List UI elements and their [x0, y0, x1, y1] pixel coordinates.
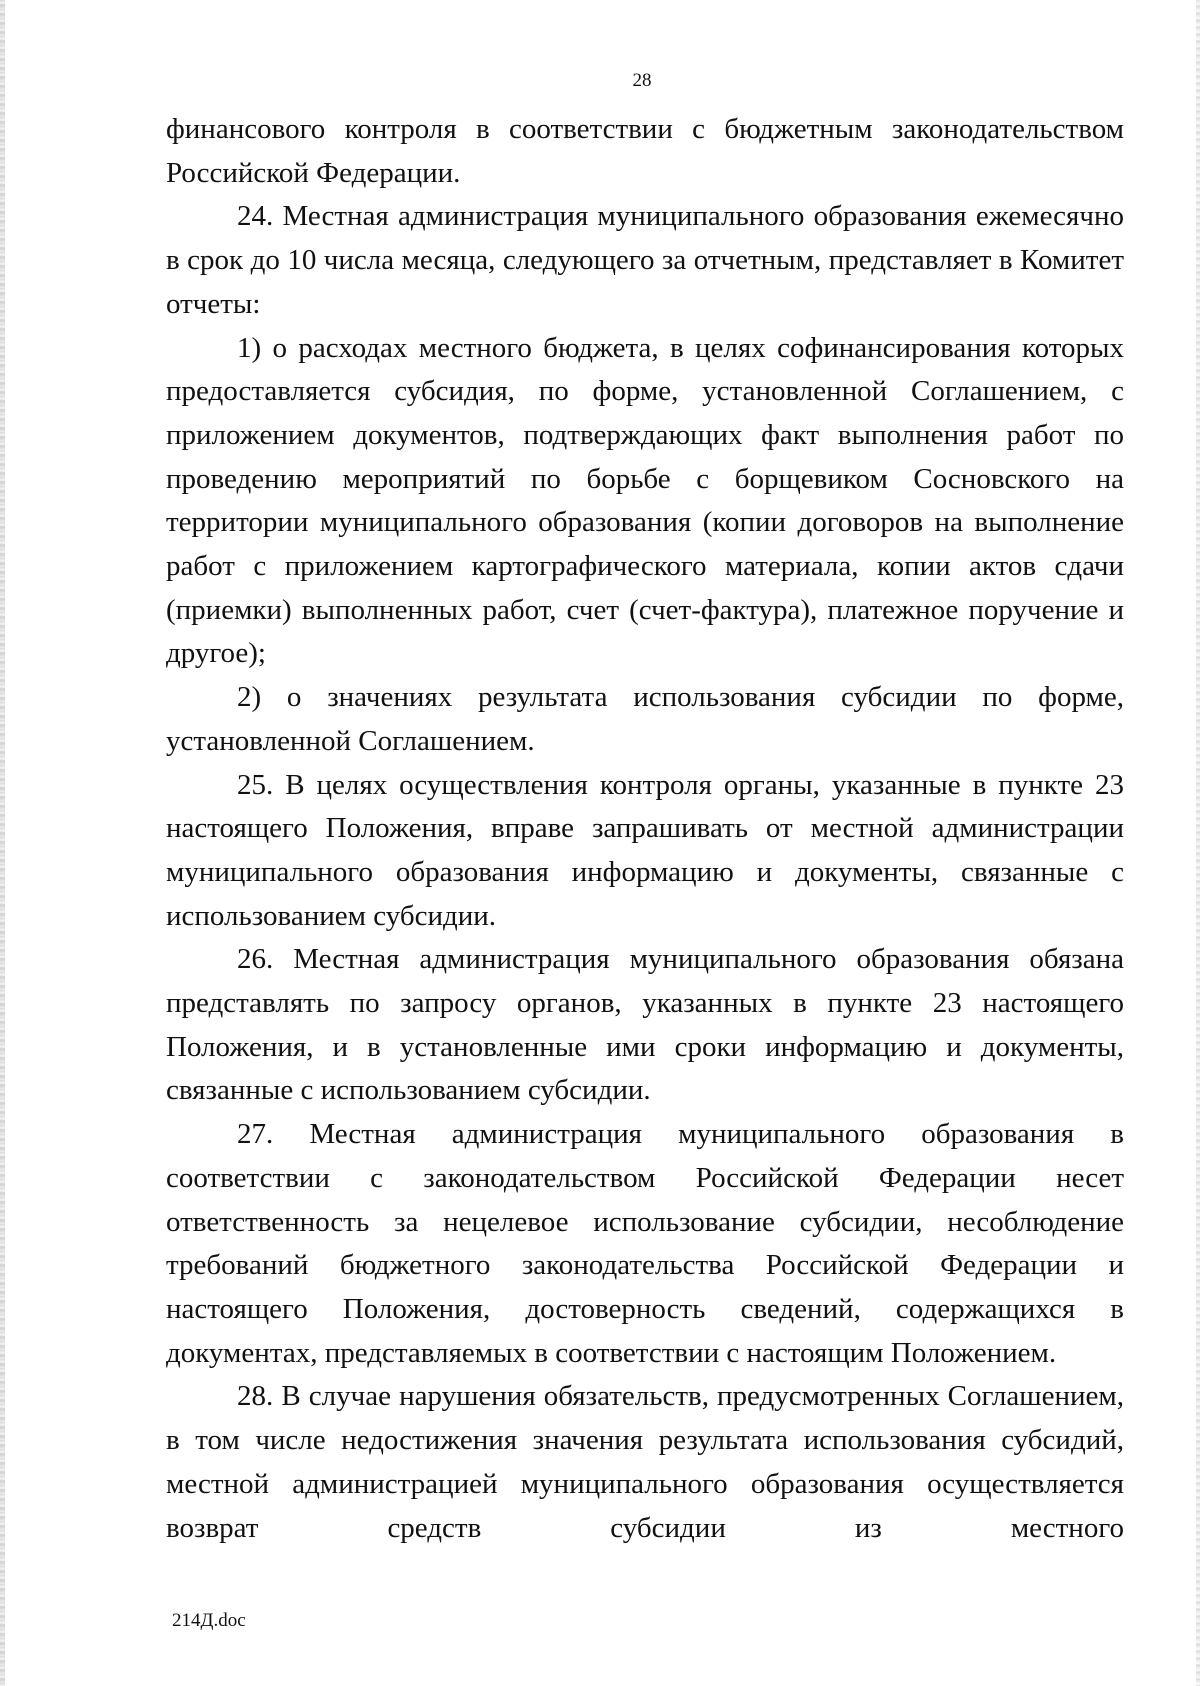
paragraph: 25. В целях осуществления контроля органы, указанные в пункте 23 настоящего Положения, вправе запрашивать от местной администрации муниципального образования информацию и документы, связанные с использованием субсидии. [166, 768, 1124, 932]
paragraph: 26. Местная администрация муниципального образования обязана представлять по запросу органов, указанных в пункте 23 настоящего Положения, и в установленные ими сроки информацию и документы, связанные с использованием субсидии. [166, 943, 1124, 1107]
footer-filename: 214Д.doc [172, 1610, 246, 1631]
paragraph: финансового контроля в соответствии с бюджетным законодательством Российской Федерации. [166, 113, 1124, 189]
paragraph: 27. Местная администрация муниципального образования в соответствии с законодательством Российской Федерации несет ответственность за нецелевое использование субсидии, несоблюдение требований бюджетного законодательства Российской Федерации и настоящего Положения, достоверность сведений, содержащихся в документах, представляемых в соответствии с настоящим Положением. [166, 1118, 1124, 1369]
page-number: 28 [632, 70, 652, 91]
paragraph: 24. Местная администрация муниципального образования ежемесячно в срок до 10 числа месяца, следующего за отчетным, представляет в Комитет отчеты: [166, 200, 1124, 320]
paragraph: 1) о расходах местного бюджета, в целях софинансирования которых предоставляется субсидия, по форме, установленной Соглашением, с приложением документов, подтверждающих факт выполнения работ по проведению мероприятий по борьбе с борщевиком Сосновского на территории муниципального образования (копии договоров на выполнение работ с приложением картографического материала, копии актов сдачи (приемки) выполненных работ, счет (счет-фактура), платежное поручение и другое); [166, 331, 1124, 670]
paragraph: 2) о значениях результата использования субсидии по форме, установленной Соглашением. [166, 681, 1124, 757]
scan-edge-left [0, 0, 5, 1686]
scan-edge-right [1196, 0, 1200, 1686]
paragraph: 28. В случае нарушения обязательств, предусмотренных Соглашением, в том числе недостижения значения результата использования субсидий, местной администрацией муниципального образования осуществляется возврат средств субсидии из местного [166, 1380, 1124, 1544]
document-body [166, 108, 1124, 1550]
